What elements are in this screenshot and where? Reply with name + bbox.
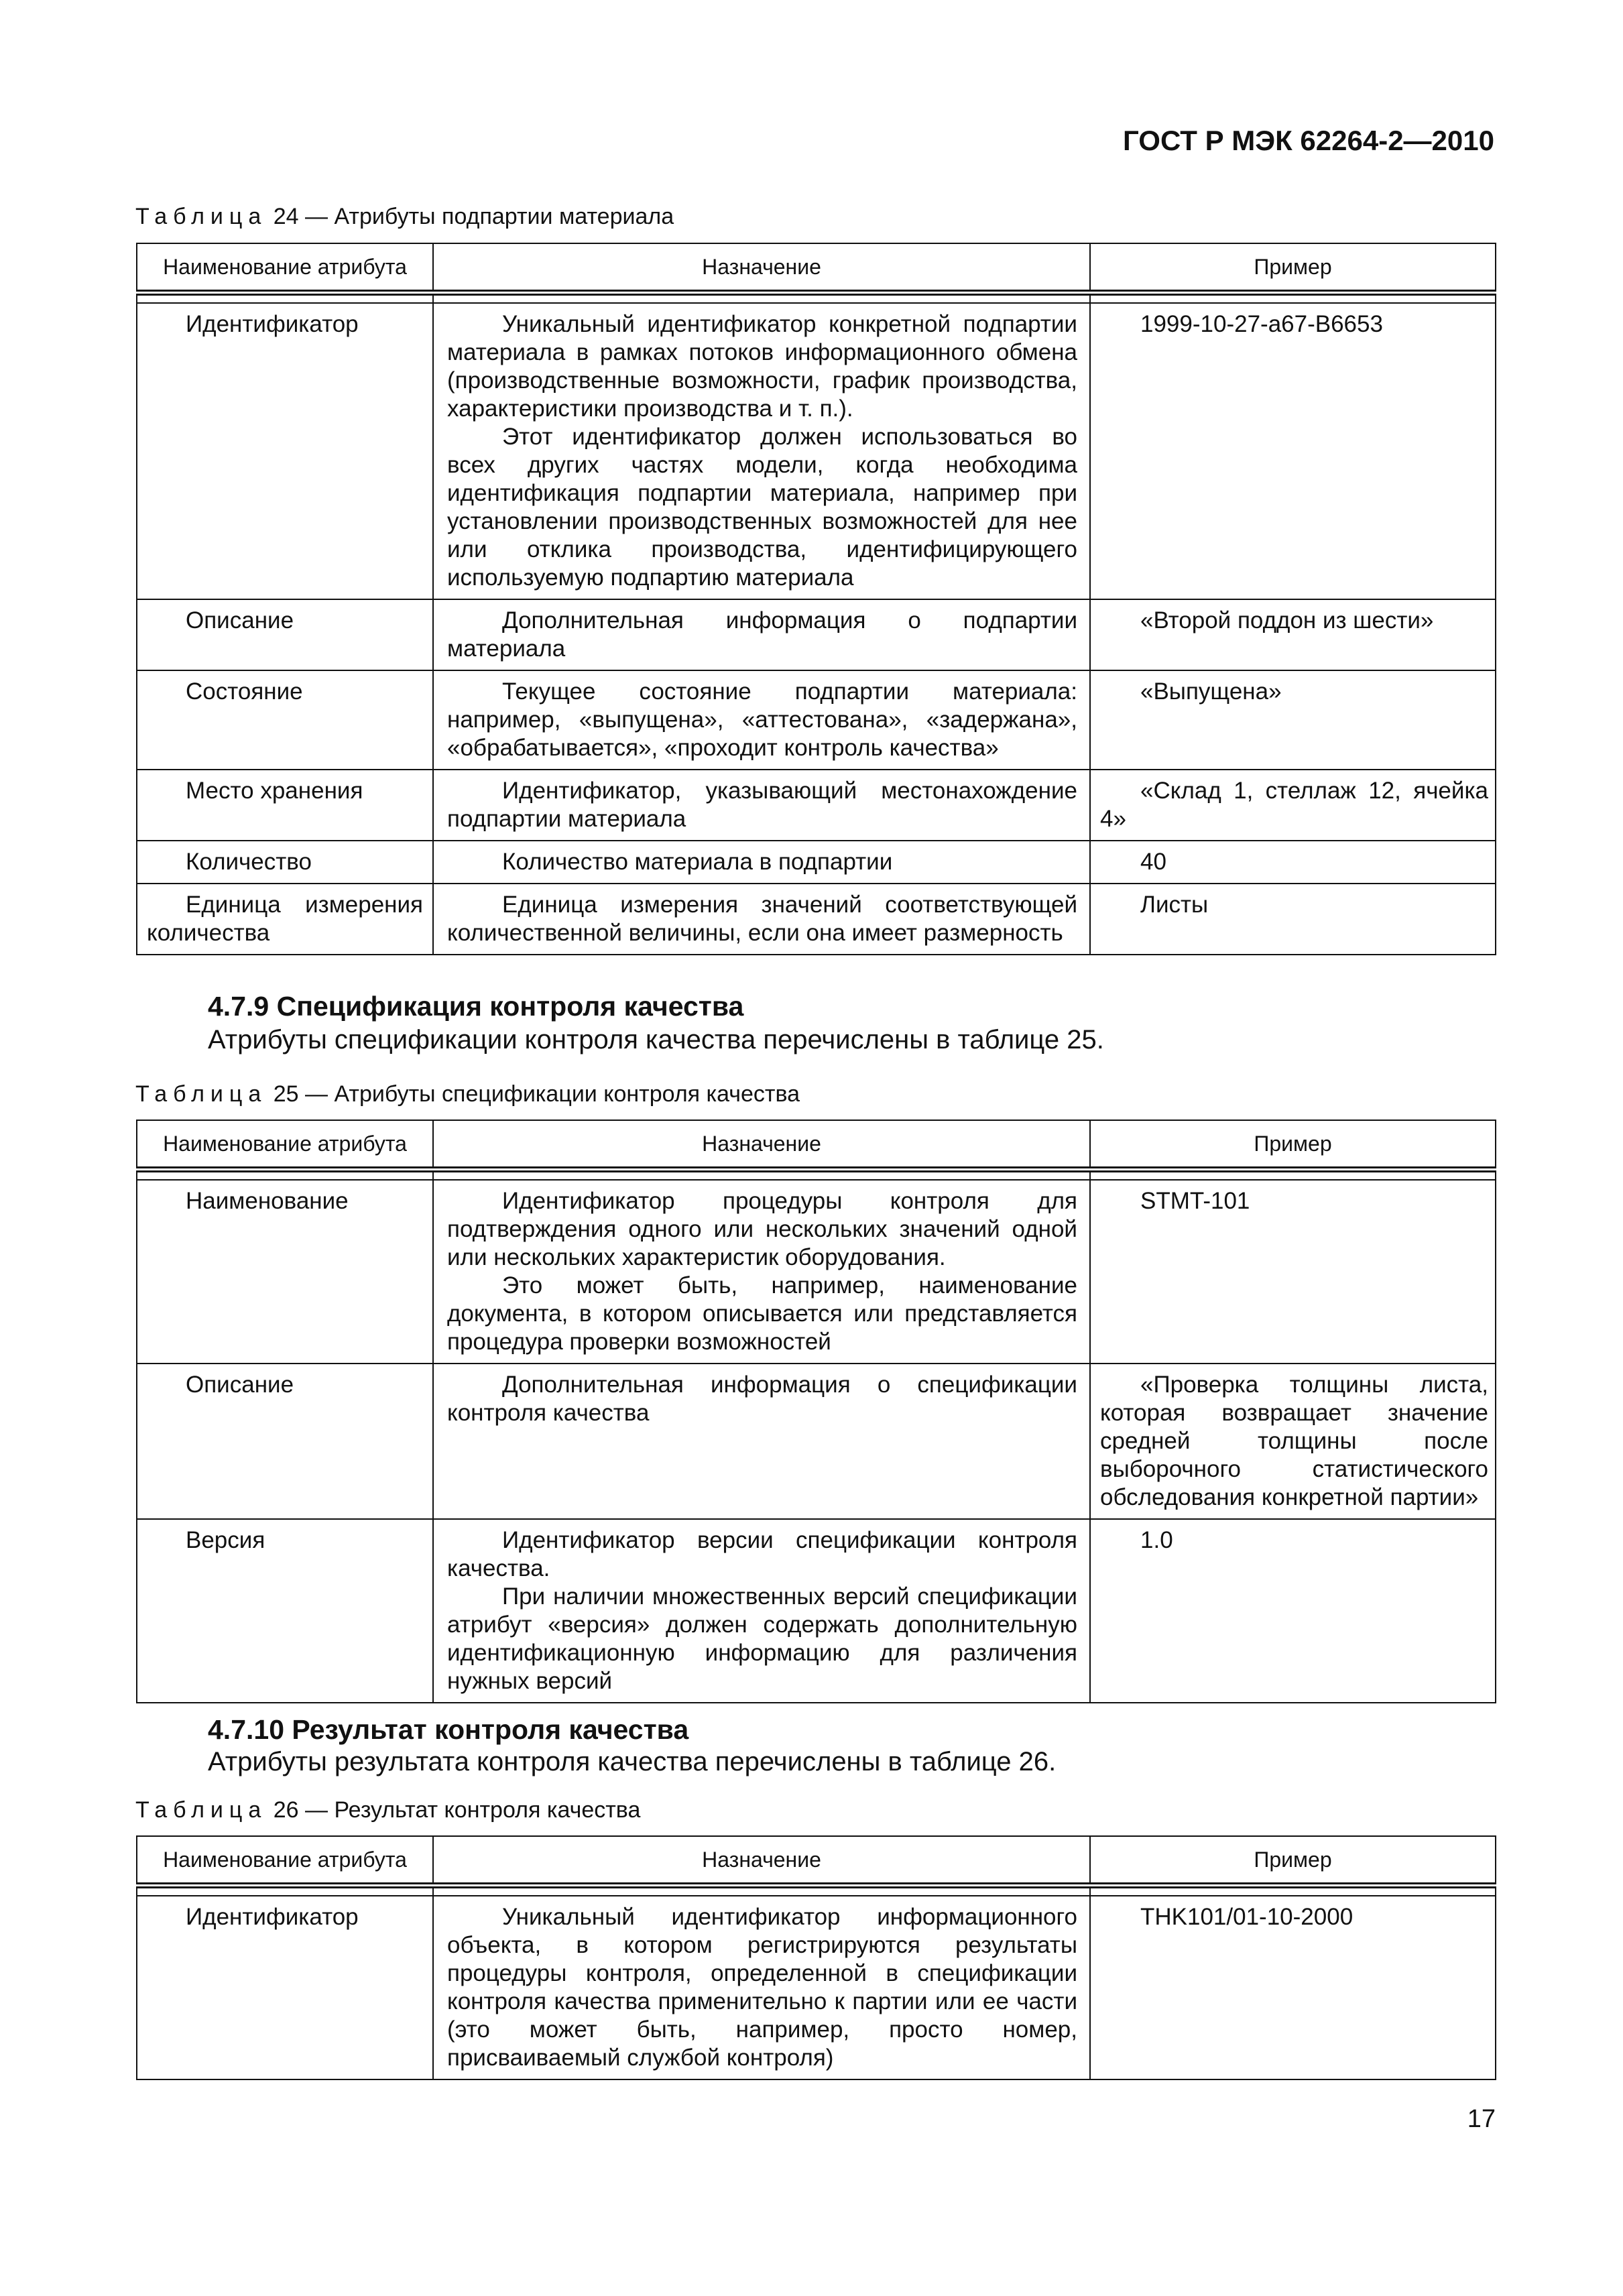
col-header-example: Пример xyxy=(1090,1836,1496,1886)
col-header-name: Наименование атрибута xyxy=(137,1836,433,1886)
attr-example: «Проверка толщины листа, которая возвращает значение средней толщины после выборочного статистического обследования конкретной партии» xyxy=(1100,1372,1488,1510)
page-number: 17 xyxy=(1467,2105,1496,2133)
table-row xyxy=(137,1364,1496,1519)
attr-purpose: Этот идентификатор должен использоваться во всех других частях модели, когда необходима идентификация подпартии материала, например при установлении производственных возможностей для нее или отклика производства, идентифицирующего используемую подпартию материала xyxy=(447,424,1077,591)
table-25 xyxy=(136,1120,1496,1703)
document-id: ГОСТ Р МЭК 62264-2—2010 xyxy=(1123,125,1494,156)
section-title-4-7-10: 4.7.10 Результат контроля качества xyxy=(208,1714,689,1745)
col-header-purpose: Назначение xyxy=(433,243,1090,293)
attr-example: Листы xyxy=(1140,892,1209,918)
attr-example: «Выпущена» xyxy=(1140,678,1282,705)
section-text-4-7-9: Атрибуты спецификации контроля качества перечислены в таблице 25. xyxy=(208,1025,1104,1054)
attr-name: Место хранения xyxy=(186,778,363,804)
attr-purpose: Идентификатор, указывающий местонахождение подпартии материала xyxy=(447,778,1077,832)
attr-example: 1999-10-27-а67-B6653 xyxy=(1140,311,1383,337)
attr-name: Идентификатор xyxy=(186,1904,359,1930)
table-row xyxy=(137,1180,1496,1364)
attr-example: THK101/01-10-2000 xyxy=(1140,1904,1354,1930)
attr-example: «Склад 1, стеллаж 12, ячейка 4» xyxy=(1100,778,1488,832)
attr-example: 1.0 xyxy=(1140,1527,1173,1553)
table-25-caption xyxy=(135,1081,800,1107)
attr-purpose: Уникальный идентификатор информационного объекта, в котором регистрируются результаты процедуры контроля, определенной в спецификации контроля качества применительно к партии или ее части (это может быть, например, просто номер, присваиваемый службой контроля) xyxy=(447,1904,1077,2071)
caption-title: 25 — Атрибуты спецификации контроля качества xyxy=(267,1081,800,1107)
attr-purpose: Единица измерения значений соответствующей количественной величины, если она имеет размерность xyxy=(447,892,1077,946)
col-header-name: Наименование атрибута xyxy=(137,1120,433,1170)
caption-label: Таблица xyxy=(135,1081,267,1107)
attr-name: Версия xyxy=(186,1527,265,1553)
attr-purpose: При наличии множественных версий спецификации атрибут «версия» должен содержать дополнительную идентификационную информацию для различения нужных версий xyxy=(447,1583,1077,1694)
attr-purpose: Уникальный идентификатор конкретной подпартии материала в рамках потоков информационного обмена (производственные возможности, график производства, характеристики производства и т. п.). xyxy=(447,311,1077,422)
attr-name: Описание xyxy=(186,607,294,633)
caption-label: Таблица xyxy=(135,1797,267,1823)
table-row xyxy=(137,303,1496,599)
attr-purpose: Текущее состояние подпартии материала: например, «выпущена», «аттестована», «задержана», «обрабатывается», «проходит контроль качества» xyxy=(447,678,1077,761)
attr-purpose: Идентификатор процедуры контроля для подтверждения одного или нескольких значений одной или нескольких характеристик оборудования. xyxy=(447,1188,1077,1270)
attr-purpose: Идентификатор версии спецификации контроля качества. xyxy=(447,1527,1077,1581)
table-header-row xyxy=(137,1836,1496,1886)
table-26 xyxy=(136,1835,1496,2080)
attr-name: Описание xyxy=(186,1372,294,1398)
attr-purpose: Количество материала в подпартии xyxy=(502,849,893,875)
section-text-4-7-10: Атрибуты результата контроля качества перечислены в таблице 26. xyxy=(208,1747,1057,1776)
caption-title: 26 — Результат контроля качества xyxy=(267,1797,641,1823)
caption-label: Таблица xyxy=(135,204,267,229)
table-row xyxy=(137,1519,1496,1703)
attr-example: 40 xyxy=(1140,849,1166,875)
attr-example: STMT-101 xyxy=(1140,1188,1250,1214)
col-header-name: Наименование атрибута xyxy=(137,243,433,293)
attr-name: Количество xyxy=(186,849,312,875)
table-header-row xyxy=(137,1120,1496,1170)
table-24-caption xyxy=(135,203,674,230)
attr-name: Идентификатор xyxy=(186,311,359,337)
table-24 xyxy=(136,243,1496,955)
caption-title: 24 — Атрибуты подпартии материала xyxy=(267,204,674,229)
attr-example: «Второй поддон из шести» xyxy=(1140,607,1434,633)
attr-purpose: Это может быть, например, наименование документа, в котором описывается или представляется процедура проверки возможностей xyxy=(447,1272,1077,1355)
col-header-purpose: Назначение xyxy=(433,1836,1090,1886)
col-header-example: Пример xyxy=(1090,243,1496,293)
table-row xyxy=(137,670,1496,770)
section-title-4-7-9: 4.7.9 Спецификация контроля качества xyxy=(208,991,744,1022)
attr-name: Единица измерения количества xyxy=(147,892,423,946)
attr-purpose: Дополнительная информация о спецификации контроля качества xyxy=(447,1372,1077,1426)
table-row xyxy=(137,599,1496,670)
attr-name: Состояние xyxy=(186,678,303,705)
table-26-caption xyxy=(135,1797,640,1823)
attr-name: Наименование xyxy=(186,1188,349,1214)
col-header-example: Пример xyxy=(1090,1120,1496,1170)
col-header-purpose: Назначение xyxy=(433,1120,1090,1170)
table-row xyxy=(137,884,1496,955)
table-header-row xyxy=(137,243,1496,293)
table-row xyxy=(137,1896,1496,2079)
attr-purpose: Дополнительная информация о подпартии материала xyxy=(447,607,1077,662)
table-row xyxy=(137,841,1496,884)
table-row xyxy=(137,770,1496,841)
